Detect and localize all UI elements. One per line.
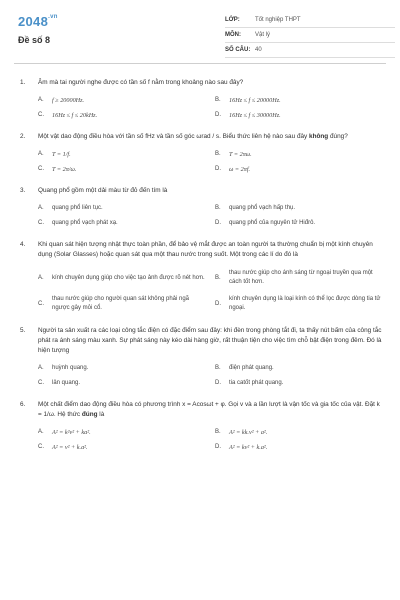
option-letter: C. bbox=[38, 300, 44, 307]
question-number: 4. bbox=[20, 241, 26, 248]
header-divider bbox=[14, 63, 386, 64]
question-5 bbox=[20, 326, 382, 388]
option-letter: D. bbox=[215, 444, 221, 450]
question-number: 3. bbox=[20, 187, 26, 194]
option-text: f ≥ 20000Hz. bbox=[52, 97, 85, 104]
question-list bbox=[20, 78, 382, 464]
option-text: quang phổ vạch hấp thụ. bbox=[229, 205, 296, 211]
exam-code: Đề số 8 bbox=[18, 35, 51, 45]
option-text: A² = k²v² + ka². bbox=[52, 429, 91, 436]
option-text: thau nước giúp cho ánh sáng từ ngoại truyền qua một cách tốt hơn. bbox=[229, 270, 373, 285]
answer-options bbox=[20, 428, 382, 452]
meta-row-class bbox=[225, 13, 395, 28]
option-d[interactable] bbox=[215, 165, 382, 174]
option-letter: D. bbox=[215, 220, 221, 226]
emphasis-text: không bbox=[309, 133, 329, 140]
meta-key: LỚP: bbox=[225, 17, 240, 23]
option-text: quang phổ vạch phát xạ. bbox=[52, 220, 118, 226]
option-c[interactable] bbox=[38, 379, 205, 388]
option-text: 16Hz ≤ f ≤ 20kHz. bbox=[52, 112, 98, 119]
site-logo[interactable] bbox=[18, 14, 58, 29]
answer-options bbox=[20, 96, 382, 120]
option-text: A² = v² + k.a². bbox=[52, 444, 88, 451]
option-letter: D. bbox=[215, 380, 221, 386]
exam-meta-table bbox=[225, 13, 395, 58]
option-letter: B. bbox=[215, 97, 221, 103]
option-d[interactable] bbox=[215, 443, 382, 452]
meta-row-subject bbox=[225, 28, 395, 43]
option-text: quang phổ liên tục. bbox=[52, 205, 103, 211]
option-letter: B. bbox=[215, 429, 221, 435]
option-letter: A. bbox=[38, 365, 44, 371]
question-number: 5. bbox=[20, 327, 26, 334]
meta-value: Tốt nghiệp THPT bbox=[255, 17, 301, 23]
option-c[interactable] bbox=[38, 165, 205, 174]
option-letter: D. bbox=[215, 300, 221, 307]
emphasis-text: đúng bbox=[81, 411, 98, 418]
option-letter: C. bbox=[38, 166, 44, 172]
option-letter: B. bbox=[215, 205, 221, 211]
option-text: quang phổ của nguyên tử Hiđrô. bbox=[229, 220, 316, 226]
option-b[interactable] bbox=[215, 150, 382, 159]
option-b[interactable] bbox=[215, 268, 382, 288]
option-d[interactable] bbox=[215, 111, 382, 120]
question-number: 1. bbox=[20, 79, 26, 86]
option-a[interactable] bbox=[38, 96, 205, 105]
option-b[interactable] bbox=[215, 428, 382, 437]
option-d[interactable] bbox=[215, 379, 382, 388]
option-b[interactable] bbox=[215, 204, 382, 213]
option-a[interactable] bbox=[38, 364, 205, 373]
question-1 bbox=[20, 78, 382, 120]
meta-row-count bbox=[225, 43, 395, 58]
option-text: T = 2π/ω. bbox=[52, 166, 77, 173]
option-letter: D. bbox=[215, 166, 221, 172]
option-letter: D. bbox=[215, 112, 221, 118]
answer-options bbox=[20, 364, 382, 388]
option-text: huỳnh quang. bbox=[52, 365, 89, 371]
option-letter: A. bbox=[38, 274, 44, 281]
question-text: Khi quan sát hiện tượng nhật thực toàn phần, để bảo vệ mắt được an toàn người ta thường chuẩn bị một kính chuyên dụng (Solar Glasses) hoặc quan sát qua một thau nước trong suốt. Một trong các lí do đó là bbox=[38, 241, 373, 258]
option-text: lân quang. bbox=[52, 380, 81, 386]
logo-text: 2048 bbox=[18, 14, 49, 29]
option-letter: B. bbox=[215, 274, 221, 281]
option-letter: B. bbox=[215, 365, 221, 371]
option-c[interactable] bbox=[38, 443, 205, 452]
option-letter: B. bbox=[215, 151, 221, 157]
question-text: Âm mà tai người nghe được có tần số f nằm trong khoảng nào sau đây? bbox=[38, 79, 244, 86]
meta-value: 40 bbox=[255, 47, 262, 53]
option-d[interactable] bbox=[215, 294, 382, 314]
option-a[interactable] bbox=[38, 150, 205, 159]
option-letter: C. bbox=[38, 380, 44, 386]
meta-value: Vật lý bbox=[255, 32, 271, 38]
option-text: điện phát quang. bbox=[229, 365, 274, 371]
meta-key: MÔN: bbox=[225, 32, 241, 38]
option-a[interactable] bbox=[38, 268, 205, 288]
option-a[interactable] bbox=[38, 204, 205, 213]
answer-options bbox=[20, 204, 382, 228]
option-b[interactable] bbox=[215, 96, 382, 105]
question-2 bbox=[20, 132, 382, 174]
meta-key: SỐ CÂU: bbox=[225, 47, 251, 53]
question-text: Quang phổ gồm một dải màu từ đỏ đến tím là bbox=[38, 187, 168, 194]
question-6 bbox=[20, 400, 382, 452]
answer-options bbox=[20, 268, 382, 314]
question-4 bbox=[20, 240, 382, 314]
option-text: tia catốt phát quang. bbox=[229, 380, 284, 386]
option-b[interactable] bbox=[215, 364, 382, 373]
question-3 bbox=[20, 186, 382, 228]
option-text: kính chuyên dụng giúp cho việc tạo ảnh được rõ nét hơn. bbox=[52, 274, 205, 281]
option-letter: C. bbox=[38, 444, 44, 450]
option-c[interactable] bbox=[38, 294, 205, 314]
option-text: 16Hz ≤ f ≤ 20000Hz. bbox=[229, 97, 281, 104]
option-letter: A. bbox=[38, 429, 44, 435]
option-a[interactable] bbox=[38, 428, 205, 437]
option-c[interactable] bbox=[38, 219, 205, 228]
option-text: A² = kv² + k.a². bbox=[229, 444, 268, 451]
option-text: kính chuyên dụng là loại kính có thể lọc được dòng tia tử ngoại. bbox=[229, 296, 381, 311]
question-number: 2. bbox=[20, 133, 26, 140]
option-text: T = 1/f. bbox=[52, 151, 71, 158]
question-number: 6. bbox=[20, 401, 26, 408]
option-letter: A. bbox=[38, 205, 44, 211]
option-letter: C. bbox=[38, 220, 44, 226]
logo-suffix: .vn bbox=[48, 14, 58, 20]
question-text: Một chất điểm dao động điều hòa có phương trình x = Acosωt + φ. Gọi v và a lần lượt là vận tốc và gia tốc của vật. Đặt k = 1/ω. Hệ thức đúng là bbox=[38, 401, 380, 418]
option-d[interactable] bbox=[215, 219, 382, 228]
option-text: T = 2πω. bbox=[229, 151, 252, 158]
option-c[interactable] bbox=[38, 111, 205, 120]
question-text: Một vật dao động điều hòa với tần số fHz và tần số góc ωrad / s. Biểu thức liên hệ nào sau đây không đúng? bbox=[38, 133, 348, 140]
option-text: 16Hz ≤ f ≤ 30000Hz. bbox=[229, 112, 281, 119]
option-text: thau nước giúp cho người quan sát không phải ngã ngược gây mỏi cổ. bbox=[52, 296, 189, 311]
answer-options bbox=[20, 150, 382, 174]
option-letter: C. bbox=[38, 112, 44, 118]
option-letter: A. bbox=[38, 151, 44, 157]
option-letter: A. bbox=[38, 97, 44, 103]
option-text: ω = 2πf. bbox=[229, 166, 251, 173]
option-text: A² = kk.v² + a². bbox=[229, 429, 268, 436]
question-text: Người ta sản xuất ra các loại công tắc điện có đặc điểm sau đây: khi đèn trong phòng tắt đi, ta thấy nút bấm của công tắc phát ra ánh sáng màu xanh. Sự phát sáng này kéo dài hàng giờ, rất thuận tiện cho việc tìm chỗ bật điện trong đêm. Đó là hiện tượng bbox=[38, 327, 382, 354]
